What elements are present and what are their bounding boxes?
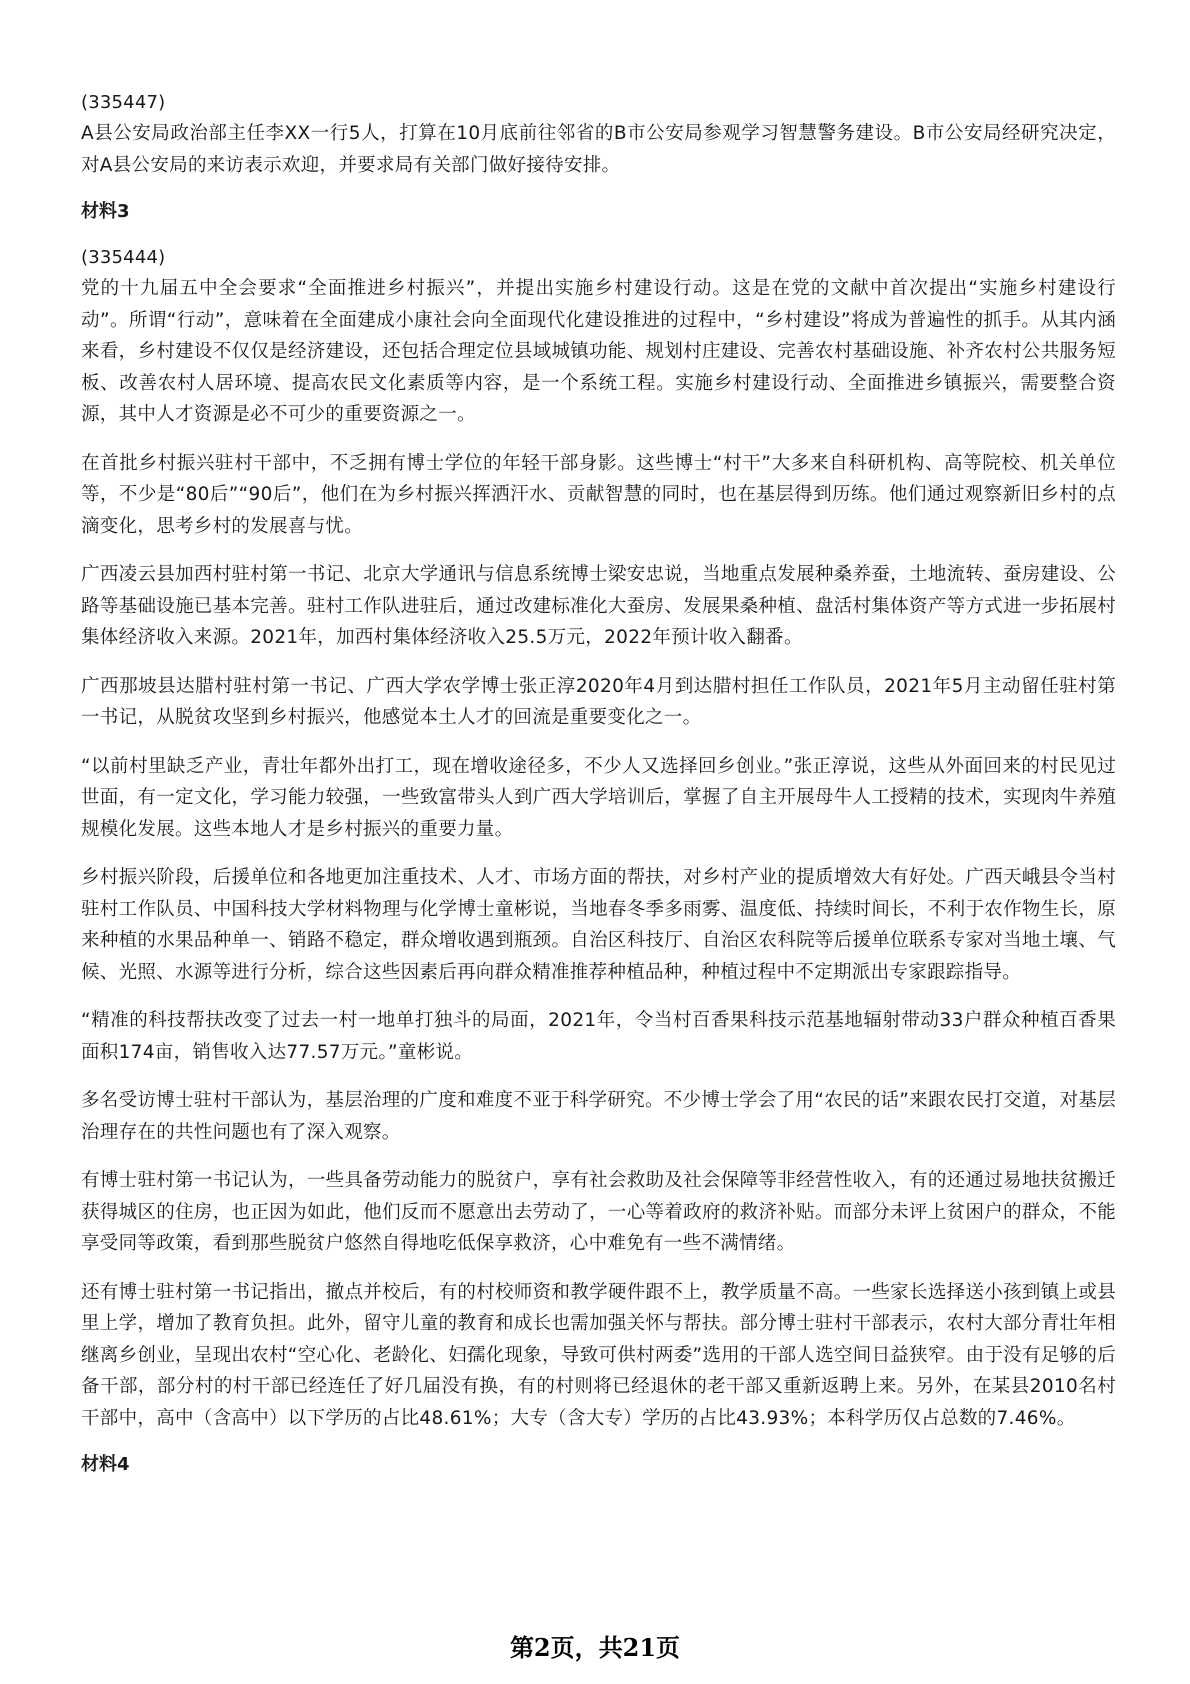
paragraph: 有博士驻村第一书记认为，一些具备劳动能力的脱贫户，享有社会救助及社会保障等非经营性收入，有的还通过易地扶贫搬迁获得城区的住房，也正因为如此，他们反而不愿意出去劳动了，一心等着政府的救济补贴。而部分未评上贫困户的群众，不能享受同等政策，看到那些脱贫户悠然自得地吃低保享救济，心中难免有一些不满情绪。 xyxy=(81,1170,1116,1254)
question-code: (335444) xyxy=(81,247,166,268)
section-heading: 材料4 xyxy=(81,1454,130,1475)
paragraph: 在首批乡村振兴驻村干部中，不乏拥有博士学位的年轻干部身影。这些博士“村干”大多来自科研机构、高等院校、机关单位等，不少是“80后”“90后”，他们在为乡村振兴挥洒汗水、贡献智慧的同时，也在基层得到历练。他们通过观察新旧乡村的点滴变化，思考乡村的发展喜与忧。 xyxy=(81,452,1116,537)
paragraph: “精准的科技帮扶改变了过去一村一地单打独斗的局面，2021年，令当村百香果科技示范基地辐射带动33户群众种植百香果面积174亩，销售收入达77.57万元。”童彬说。 xyxy=(81,1010,1116,1063)
question-code: (335447) xyxy=(81,92,166,113)
page-number: 第2页，共21页 xyxy=(509,1633,681,1662)
document-body xyxy=(81,88,1116,1496)
section-heading: 材料3 xyxy=(81,201,130,222)
paragraph: 还有博士驻村第一书记指出，撤点并校后，有的村校师资和教学硬件跟不上，教学质量不高。一些家长选择送小孩到镇上或县里上学，增加了教育负担。此外，留守儿童的教育和成长也需加强关怀与帮扶。部分博士驻村干部表示，农村大部分青壮年相继离乡创业，呈现出农村“空心化、老龄化、妇孺化现象，导致可供村两委”选用的干部人选空间日益狭窄。由于没有足够的后备干部，部分村的村干部已经连任了好几届没有换，有的村则将已经退休的老干部又重新返聘上来。另外，在某县2010名村干部中，高中（含高中）以下学历的占比48.61%；大专（含大专）学历的占比43.93%；本科学历仅占总数的7.46%。 xyxy=(81,1281,1116,1429)
paragraph: 多名受访博士驻村干部认为，基层治理的广度和难度不亚于科学研究。不少博士学会了用“农民的话”来跟农民打交道，对基层治理存在的共性问题也有了深入观察。 xyxy=(81,1090,1116,1143)
paragraph: 党的十九届五中全会要求“全面推进乡村振兴”，并提出实施乡村建设行动。这是在党的文献中首次提出“实施乡村建设行动”。所谓“行动”，意味着在全面建成小康社会向全面现代化建设推进的过程中，“乡村建设”将成为普遍性的抓手。从其内涵来看，乡村建设不仅仅是经济建设，还包括合理定位县域城镇功能、规划村庄建设、完善农村基础设施、补齐农村公共服务短板、改善农村人居环境、提高农民文化素质等内容，是一个系统工程。实施乡村建设行动、全面推进乡镇振兴，需要整合资源，其中人才资源是必不可少的重要资源之一。 xyxy=(81,278,1116,425)
paragraph: “以前村里缺乏产业，青壮年都外出打工，现在增收途径多，不少人又选择回乡创业。”张正淳说，这些从外面回来的村民见过世面，有一定文化，学习能力较强，一些致富带头人到广西大学培训后，掌握了自主开展母牛人工授精的技术，实现肉牛养殖规模化发展。这些本地人才是乡村振兴的重要力量。 xyxy=(81,755,1116,840)
paragraph: 乡村振兴阶段，后援单位和各地更加注重技术、人才、市场方面的帮扶，对乡村产业的提质增效大有好处。广西天峨县令当村驻村工作队员、中国科技大学材料物理与化学博士童彬说，当地春冬季多雨雾、温度低、持续时间长，不利于农作物生长，原来种植的水果品种单一、销路不稳定，群众增收遇到瓶颈。自治区科技厅、自治区农科院等后援单位联系专家对当地土壤、气候、光照、水源等进行分析，综合这些因素后再向群众精准推荐种植品种，种植过程中不定期派出专家跟踪指导。 xyxy=(81,867,1116,983)
paragraph: 广西那坡县达腊村驻村第一书记、广西大学农学博士张正淳2020年4月到达腊村担任工作队员，2021年5月主动留任驻村第一书记，从脱贫攻坚到乡村振兴，他感觉本土人才的回流是重要变化之一。 xyxy=(81,675,1116,728)
paragraph: A县公安局政治部主任李XX一行5人，打算在10月底前往邻省的B市公安局参观学习智慧警务建设。B市公安局经研究决定，对A县公安局的来访表示欢迎，并要求局有关部门做好接待安排。 xyxy=(81,123,1116,176)
paragraph: 广西凌云县加西村驻村第一书记、北京大学通讯与信息系统博士梁安忠说，当地重点发展种桑养蚕，土地流转、蚕房建设、公路等基础设施已基本完善。驻村工作队进驻后，通过改建标准化大蚕房、发展果桑种植、盘活村集体资产等方式进一步拓展村集体经济收入来源。2021年，加西村集体经济收入25.5万元，2022年预计收入翻番。 xyxy=(81,564,1116,648)
